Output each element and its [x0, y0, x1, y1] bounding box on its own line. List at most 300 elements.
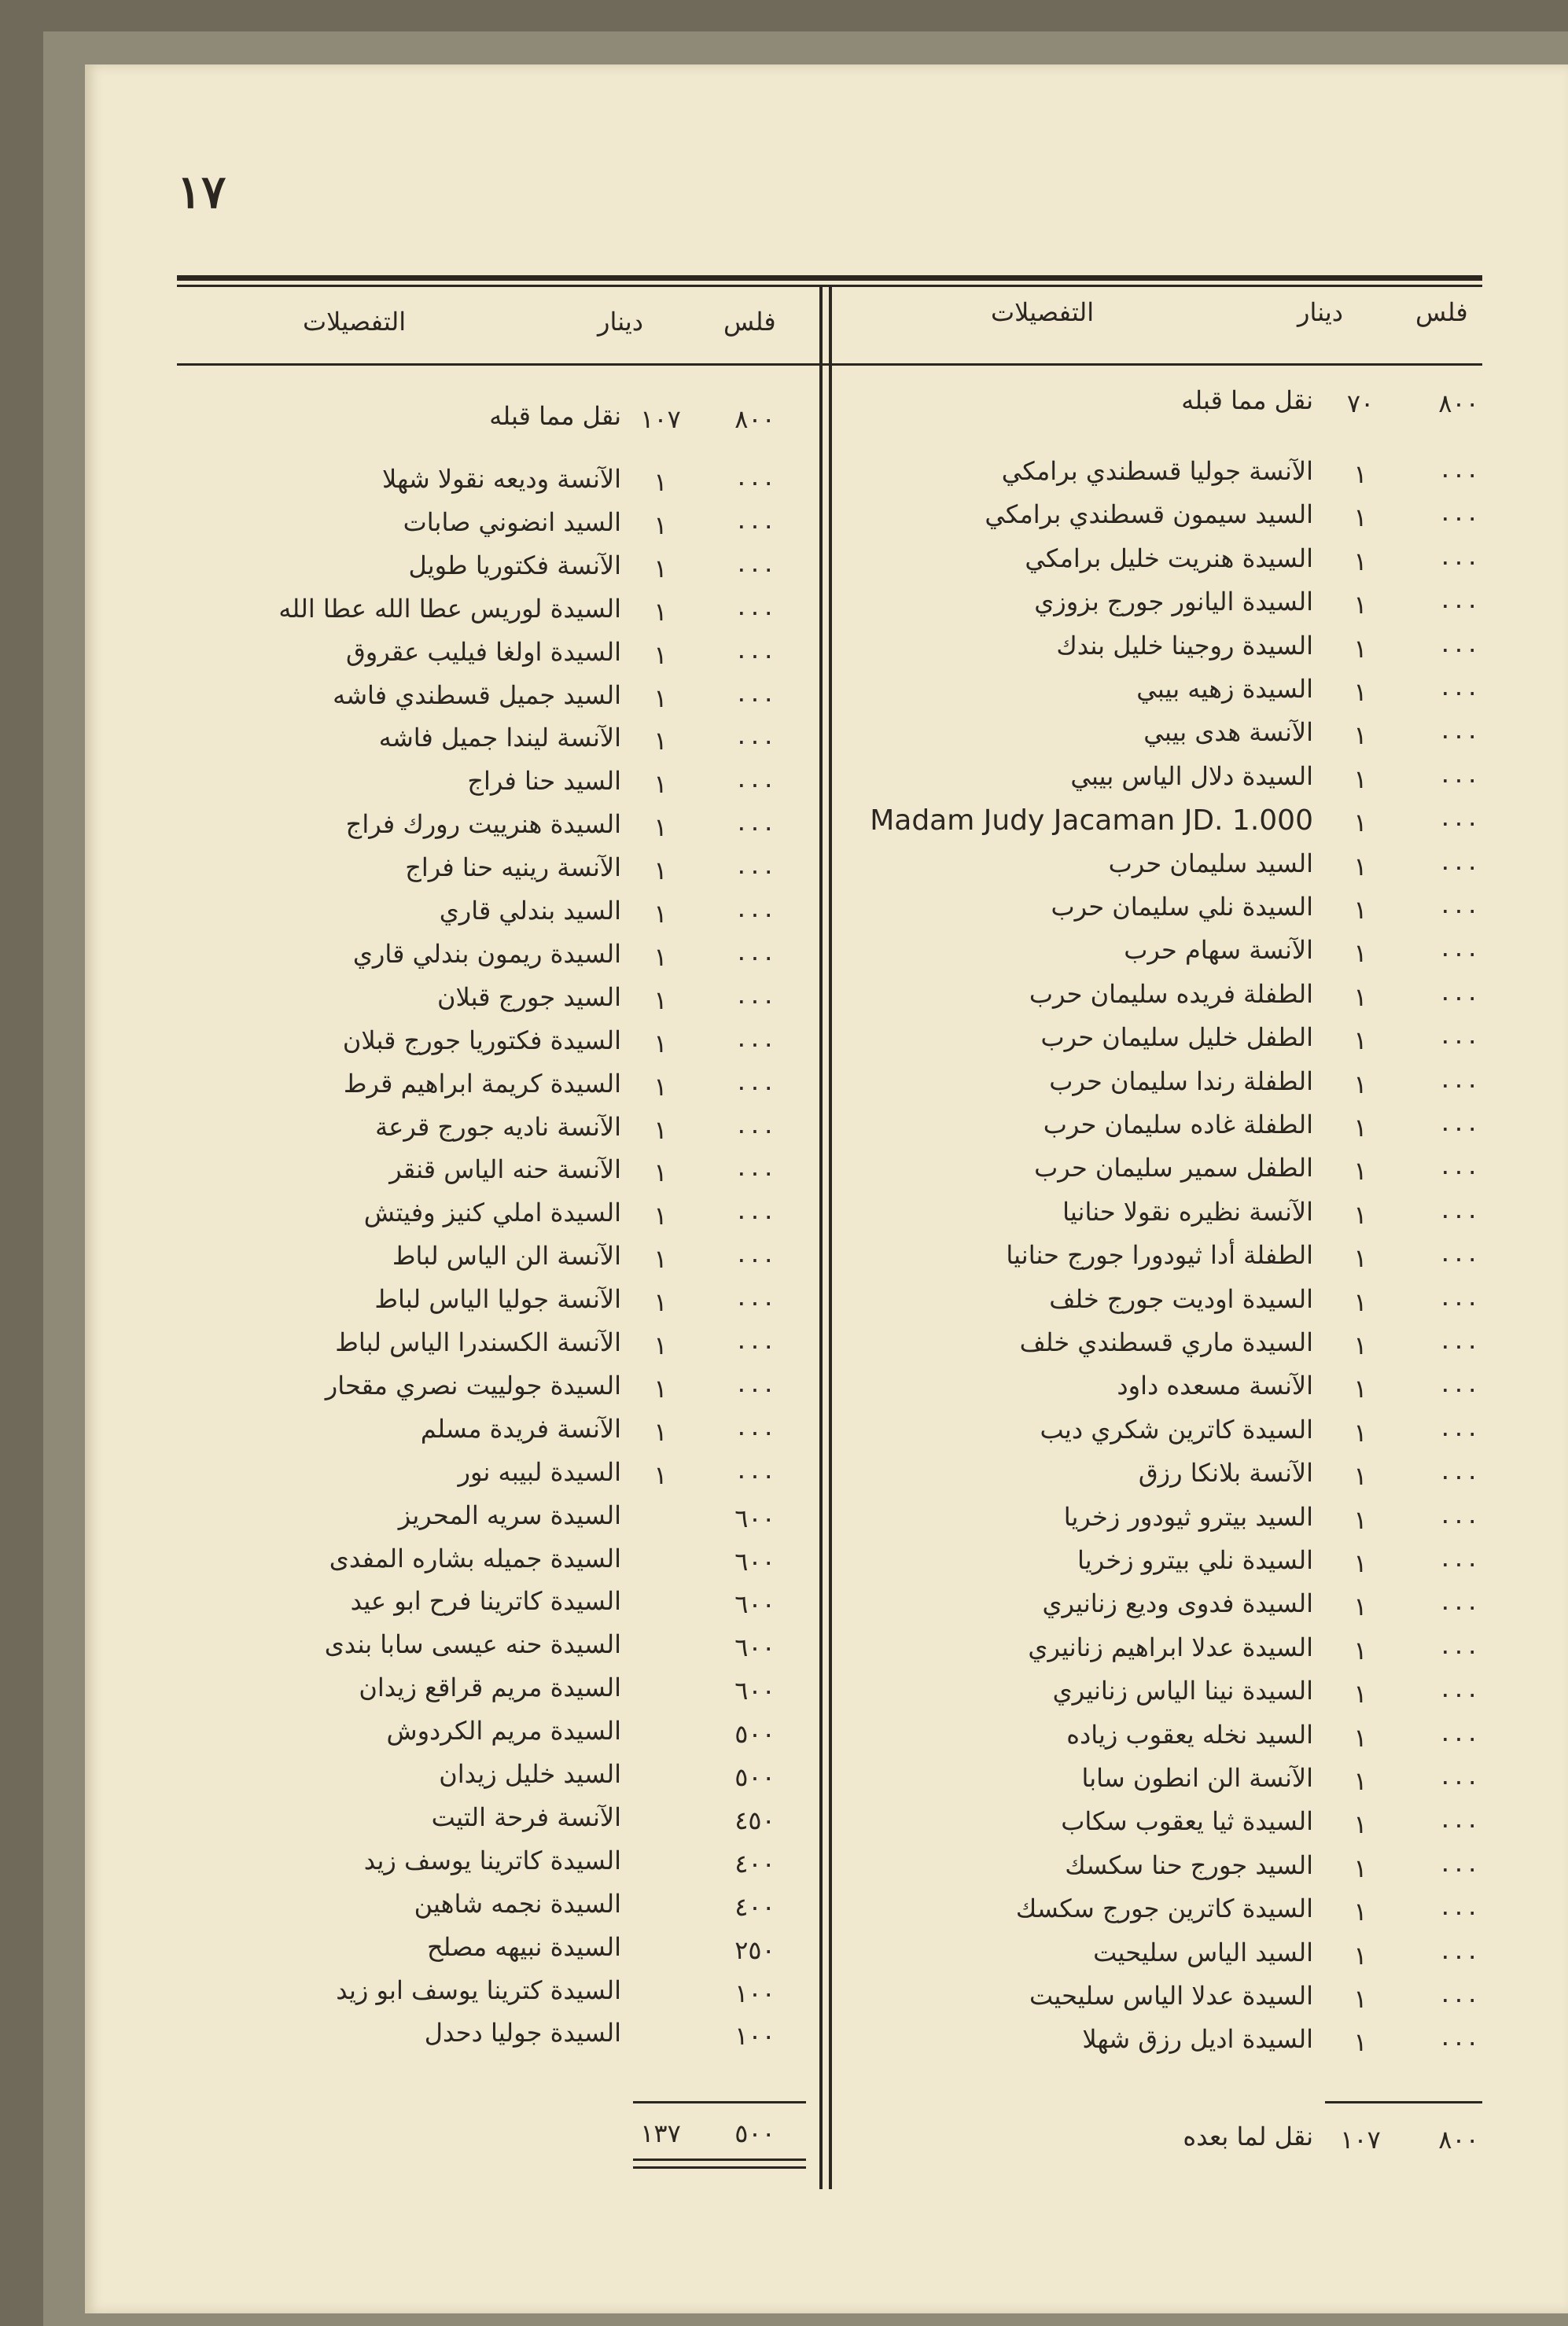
table-row — [177, 1457, 806, 1501]
dinar-value: ١ — [1353, 938, 1367, 969]
dinar-value: ١ — [653, 1201, 668, 1231]
donor-name: السيدة جميله بشاره المفدى — [329, 1543, 621, 1573]
dinar-value: ١ — [1353, 895, 1367, 925]
donor-name: السيدة مريم قراقع زيدان — [359, 1673, 621, 1703]
fils-value: ٦٠٠ — [734, 1676, 775, 1706]
table-row — [849, 674, 1494, 718]
donor-name: الآنسة ليندا جميل فاشه — [378, 723, 621, 753]
fils-value: ٠٠٠ — [734, 856, 775, 886]
table-row — [849, 1022, 1494, 1066]
header-details-left: التفصيلات — [303, 307, 407, 337]
table-row — [177, 1284, 806, 1328]
donor-name: السيدة كاترين شكري ديب — [1040, 1414, 1313, 1445]
fils-value: ٤٠٠ — [734, 1891, 775, 1922]
fils-value: ٥٠٠ — [734, 1762, 775, 1792]
donor-name: السيدة املي كنيز وفيتش — [363, 1198, 621, 1228]
fils-value: ٠٠٠ — [1438, 633, 1479, 664]
donor-name: السيد انضوني صابات — [403, 506, 621, 537]
dinar-value: ١ — [1353, 981, 1367, 1012]
donor-name: السيدة كاترينا فرح ابو عيد — [350, 1586, 621, 1617]
table-row — [177, 1716, 806, 1760]
donor-name: السيد نخله يعقوب زياده — [1066, 1719, 1313, 1750]
donor-name: السيدة هنريت خليل برامكي — [1025, 543, 1313, 573]
carried-out-row — [849, 2122, 1494, 2166]
fils-value: ٠٠٠ — [1438, 1940, 1479, 1971]
fils-value: ٥٠٠ — [734, 1719, 775, 1750]
table-row — [849, 1458, 1494, 1502]
fils-value: ٠٠٠ — [734, 467, 775, 497]
dinar-value: ١ — [1353, 459, 1367, 489]
table-row — [177, 1586, 806, 1630]
table-row — [177, 1327, 806, 1371]
donor-name: السيدة هنرييت رورك فراج — [345, 809, 621, 840]
donor-name: السيد حنا فراج — [467, 766, 621, 797]
fils-value: ٠٠٠ — [1438, 1069, 1479, 1099]
table-row — [849, 456, 1494, 500]
fils-value: ٠٠٠ — [1438, 502, 1479, 533]
donor-name: السيد جورج قبلان — [437, 981, 621, 1012]
fils-value: ٠٠٠ — [1438, 677, 1479, 707]
donor-name: السيدة اوديت جورج خلف — [1049, 1283, 1313, 1314]
dinar-value: ١ — [653, 1287, 668, 1318]
fils-value: ٠٠٠ — [1438, 1025, 1479, 1056]
dinar-value: ١ — [653, 1459, 668, 1490]
dinar-value: ١ — [1353, 1286, 1367, 1317]
donor-name: السيدة ماري قسطندي خلف — [1019, 1327, 1313, 1357]
left-total-double-rule — [633, 2159, 806, 2161]
fils-value: ٠٠٠ — [1438, 938, 1479, 969]
table-row — [177, 852, 806, 896]
fils-value: ٠٠٠ — [1438, 546, 1479, 576]
dinar-value: ١ — [1353, 502, 1367, 533]
dinar-value: ١ — [1353, 546, 1367, 576]
dinar-value: ١ — [653, 510, 668, 540]
dinar-value: ١ — [653, 856, 668, 886]
donor-name: السيدة نبيهه مصلح — [426, 1931, 621, 1962]
donor-name: الطفلة رندا سليمان حرب — [1049, 1065, 1313, 1096]
fils-value: ٠٠٠ — [1438, 1199, 1479, 1230]
donor-name: السيد سليمان حرب — [1108, 848, 1313, 878]
table-row — [849, 1806, 1494, 1850]
donor-name: السيدة كترينا يوسف ابو زيد — [336, 1975, 621, 2005]
dinar-value: ١ — [653, 1244, 668, 1275]
table-row — [849, 804, 1494, 848]
donor-name: الطفلة فريده سليمان حرب — [1029, 978, 1313, 1009]
dinar-value: ١ — [653, 1071, 668, 1102]
dinar-value: ١ — [653, 639, 668, 670]
table-row — [849, 1502, 1494, 1546]
table-row — [849, 1197, 1494, 1241]
table-row — [177, 507, 806, 551]
table-row — [177, 1889, 806, 1933]
table-row — [177, 550, 806, 594]
left-total-double-rule — [633, 2166, 806, 2169]
table-row — [177, 594, 806, 638]
fils-value: ٠٠٠ — [734, 1028, 775, 1058]
table-row — [849, 631, 1494, 675]
header-details-right: التفصيلات — [991, 297, 1095, 327]
table-row — [849, 499, 1494, 543]
table-row — [177, 982, 806, 1026]
header-fils-left: فلس — [723, 307, 776, 337]
fils-value: ٠٠٠ — [734, 726, 775, 756]
donor-name: الآنسة هدى بيبي — [1143, 717, 1313, 748]
dinar-value: ١ — [653, 1373, 668, 1404]
donor-name: الآنسة الن انطون سابا — [1081, 1763, 1313, 1793]
donor-name: السيدة نلي بيترو زخريا — [1077, 1545, 1313, 1575]
donor-name: السيد جميل قسطندي فاشه — [333, 679, 621, 710]
donor-name: السيدة دلال الياس بيبي — [1070, 760, 1313, 791]
fils-value: ٠٠٠ — [734, 1201, 775, 1231]
dinar-value: ١ — [653, 1157, 668, 1188]
dinar-value: ١ — [1353, 2027, 1367, 2058]
dinar-value: ١ — [653, 726, 668, 756]
dinar-value: ١ — [1353, 1199, 1367, 1230]
table-row — [849, 1327, 1494, 1371]
table-row — [177, 1544, 806, 1588]
dinar-value: ١ — [1353, 1025, 1367, 1056]
fils-value: ٠٠٠ — [1438, 1984, 1479, 2014]
dinar-value: ١ — [1353, 1548, 1367, 1578]
dinar-value: ١ — [653, 812, 668, 843]
donor-name: الآنسة جوليا قسطندي برامكي — [1001, 456, 1313, 486]
fils-value: ٠٠٠ — [1438, 1809, 1479, 1840]
table-row — [849, 1371, 1494, 1415]
fils-value: ٠٠٠ — [734, 1287, 775, 1318]
table-row — [177, 1198, 806, 1242]
table-row — [849, 1894, 1494, 1938]
table-row — [849, 1720, 1494, 1764]
table-row — [849, 1284, 1494, 1328]
dinar-value: ١ — [653, 683, 668, 713]
fils-value: ٠٠٠ — [1438, 808, 1479, 838]
fils-value: ٤٠٠ — [734, 1848, 775, 1879]
fils-value: ٠٠٠ — [1438, 720, 1479, 751]
table-row — [849, 1588, 1494, 1632]
table-row — [177, 1500, 806, 1544]
donor-name: الآنسة نظيره نقولا حنانيا — [1062, 1196, 1313, 1227]
total-row — [177, 2115, 806, 2159]
fils-value: ٠٠٠ — [1438, 2027, 1479, 2058]
table-row — [177, 1025, 806, 1069]
header-dinar-right: دينار — [1297, 297, 1344, 327]
table-row — [177, 1673, 806, 1717]
donor-name: السيدة اليانور جورج بزوزي — [1034, 587, 1313, 617]
fils-value: ٠٠٠ — [734, 1114, 775, 1145]
fils-value: ٠٠٠ — [734, 510, 775, 540]
fils-value: ٠٠٠ — [734, 596, 775, 627]
header-dinar-left: دينار — [598, 307, 644, 337]
fils-value: ٠٠٠ — [1438, 1504, 1479, 1535]
donor-name: السيدة عدلا الياس سليحيت — [1029, 1981, 1313, 2011]
table-row — [177, 1629, 806, 1673]
donor-name: السيدة فدوى وديع زنانيري — [1042, 1588, 1313, 1619]
fils-value: ٠٠٠ — [734, 1416, 775, 1447]
table-row — [849, 1632, 1494, 1676]
donor-name: Madam Judy Jacaman JD. 1.000 — [870, 804, 1313, 837]
fils-value: ٠٠٠ — [734, 1244, 775, 1275]
table-row — [849, 1981, 1494, 2025]
fils-value: ٠٠٠ — [734, 639, 775, 670]
dinar-value: ١ — [653, 1416, 668, 1447]
donor-name: السيدة اولغا فيليب عقروق — [345, 636, 621, 667]
fils-value: ٠٠٠ — [1438, 1374, 1479, 1404]
table-row — [849, 1066, 1494, 1110]
fils-value: ٠٠٠ — [734, 985, 775, 1015]
fils-value: ٠٠٠ — [1438, 1635, 1479, 1665]
header-fils-right: فلس — [1415, 297, 1468, 327]
dinar-value: ١ — [1353, 1722, 1367, 1753]
donor-name: السيدة لوريس عطا الله عطا الله — [278, 593, 621, 624]
donor-name: الآنسة حنه الياس قنقر — [389, 1154, 621, 1185]
dinar-value: ١٣٧ — [640, 2118, 681, 2148]
fils-value: ٨٠٠ — [734, 404, 775, 434]
fils-value: ٥٠٠ — [734, 2118, 775, 2148]
dinar-value: ١ — [1353, 1984, 1367, 2014]
fils-value: ٠٠٠ — [1438, 764, 1479, 794]
donor-name: السيد خليل زيدان — [439, 1759, 621, 1789]
fils-value: ٠٠٠ — [1438, 1417, 1479, 1448]
table-row — [849, 1763, 1494, 1807]
table-row — [849, 717, 1494, 761]
fils-value: ٠٠٠ — [1438, 981, 1479, 1012]
table-row — [177, 939, 806, 983]
donor-name: السيدة نجمه شاهين — [414, 1888, 621, 1919]
fils-value: ٦٠٠ — [734, 1546, 775, 1577]
donor-name: السيدة عدلا ابراهيم زنانيري — [1028, 1632, 1313, 1662]
page-number: ١٧ — [177, 165, 226, 219]
dinar-value: ١ — [1353, 1809, 1367, 1840]
donor-name: السيدة نينا الياس زنانيري — [1052, 1676, 1313, 1706]
donor-name: السيدة كاترين جورج سكسك — [1015, 1894, 1313, 1924]
fils-value: ٠٠٠ — [1438, 1766, 1479, 1796]
dinar-value: ١ — [1353, 764, 1367, 794]
donor-name: السيدة نلي سليمان حرب — [1051, 892, 1313, 922]
fils-value: ٠٠٠ — [1438, 1461, 1479, 1492]
donor-name: السيد جورج حنا سكسك — [1065, 1849, 1313, 1880]
table-row — [177, 1975, 806, 2019]
fils-value: ٠٠٠ — [734, 1071, 775, 1102]
donor-name: الآنسة مسعده داود — [1117, 1371, 1313, 1401]
dinar-value: ١ — [1353, 851, 1367, 881]
carry-label: نقل مما قبله — [489, 401, 621, 431]
dinar-value: ١ — [1353, 1156, 1367, 1187]
fils-value: ٨٠٠ — [1438, 388, 1479, 418]
dinar-value: ١ — [653, 467, 668, 497]
dinar-value: ١ — [653, 769, 668, 800]
dinar-value: ١ — [1353, 1504, 1367, 1535]
carried-in-row — [849, 385, 1494, 429]
dinar-value: ١ — [653, 596, 668, 627]
carry-label: نقل لما بعده — [1183, 2122, 1313, 2151]
dinar-value: ١ — [1353, 677, 1367, 707]
donor-name: السيدة لبيبه نور — [458, 1456, 621, 1487]
header-top-rule — [177, 275, 1482, 281]
fils-value: ٠٠٠ — [734, 1373, 775, 1404]
dinar-value: ١ — [1353, 1330, 1367, 1360]
dinar-value: ١ — [1353, 1635, 1367, 1665]
dinar-value: ١ — [653, 1028, 668, 1058]
donor-name: السيدة مريم الكردوش — [386, 1716, 621, 1746]
fils-value: ٠٠٠ — [734, 683, 775, 713]
table-row — [849, 1545, 1494, 1589]
dinar-value: ٧٠ — [1346, 388, 1375, 418]
dinar-value: ١ — [653, 553, 668, 583]
table-row — [177, 896, 806, 940]
table-row — [177, 1414, 806, 1458]
donor-name: الآنسة بلانكا رزق — [1138, 1458, 1313, 1489]
table-row — [849, 1415, 1494, 1459]
table-row — [177, 809, 806, 853]
fils-value: ١٠٠ — [734, 1978, 775, 2008]
donor-name: السيدة اديل رزق شهلا — [1082, 2024, 1313, 2055]
fils-value: ٤٥٠ — [734, 1805, 775, 1835]
fils-value: ٨٠٠ — [1438, 2125, 1479, 2155]
right-total-rule — [1325, 2101, 1482, 2103]
dinar-value: ١ — [1353, 1853, 1367, 1883]
donor-name: السيدة جوليا دحدل — [424, 2018, 621, 2048]
fils-value: ٠٠٠ — [1438, 1243, 1479, 1274]
fils-value: ١٠٠ — [734, 2021, 775, 2052]
donor-name: السيدة فكتوريا جورج قبلان — [342, 1025, 621, 1055]
dinar-value: ١٠٧ — [640, 404, 681, 434]
fils-value: ٠٠٠ — [1438, 1286, 1479, 1317]
table-row — [849, 1850, 1494, 1894]
left-total-rule — [633, 2101, 806, 2103]
table-row — [849, 1153, 1494, 1197]
column-divider — [829, 285, 832, 2189]
donor-name: السيد بندلي قاري — [439, 896, 621, 926]
donor-name: السيد سيمون قسطندي برامكي — [985, 499, 1313, 530]
fils-value: ٠٠٠ — [1438, 1330, 1479, 1360]
fils-value: ٠٠٠ — [1438, 895, 1479, 925]
donor-name: السيدة حنه عيسى سابا بندى — [324, 1629, 621, 1660]
donor-name: السيدة كريمة ابراهيم قرط — [343, 1068, 621, 1099]
donor-name: السيدة ريمون بندلي قاري — [352, 938, 621, 969]
fils-value: ٠٠٠ — [1438, 459, 1479, 489]
fils-value: ٠٠٠ — [1438, 1853, 1479, 1883]
donor-name: الآنسة ناديه جورج قرعة — [375, 1111, 621, 1142]
donor-name: الآنسة فريدة مسلم — [420, 1413, 621, 1444]
table-row — [177, 1932, 806, 1976]
dinar-value: ١ — [1353, 1679, 1367, 1710]
dinar-value: ١٠٧ — [1340, 2125, 1381, 2155]
table-row — [177, 2018, 806, 2062]
fils-value: ٠٠٠ — [1438, 1679, 1479, 1710]
fils-value: ٠٠٠ — [734, 812, 775, 843]
donor-name: الآنسة فرحة التيت — [431, 1802, 621, 1832]
table-row — [177, 723, 806, 767]
dinar-value: ١ — [653, 941, 668, 972]
donor-name: الآنسة رينيه حنا فراج — [405, 852, 621, 883]
table-row — [849, 1110, 1494, 1154]
dinar-value: ١ — [1353, 1113, 1367, 1143]
table-row — [849, 1676, 1494, 1720]
table-row — [177, 680, 806, 724]
dinar-value: ١ — [653, 985, 668, 1015]
fils-value: ٠٠٠ — [734, 899, 775, 929]
table-row — [177, 1759, 806, 1803]
table-row — [849, 761, 1494, 805]
table-row — [177, 1371, 806, 1415]
donor-name: الآنسة جوليا الياس لباط — [374, 1284, 621, 1315]
fils-value: ٢٥٠ — [734, 1934, 775, 1965]
dinar-value: ١ — [1353, 633, 1367, 664]
dinar-value: ١ — [1353, 1897, 1367, 1927]
table-row — [177, 1241, 806, 1285]
dinar-value: ١ — [653, 899, 668, 929]
table-row — [849, 935, 1494, 979]
dinar-value: ١ — [1353, 590, 1367, 620]
donor-name: الطفلة أدا ثيودورا جورج حنانيا — [1006, 1240, 1313, 1271]
dinar-value: ١ — [1353, 808, 1367, 838]
fils-value: ٠٠٠ — [1438, 1548, 1479, 1578]
dinar-value: ١ — [653, 1330, 668, 1360]
fils-value: ٠٠٠ — [1438, 1592, 1479, 1622]
donor-name: الطفل خليل سليمان حرب — [1040, 1022, 1313, 1053]
dinar-value: ١ — [1353, 1069, 1367, 1099]
table-row — [849, 979, 1494, 1023]
fils-value: ٦٠٠ — [734, 1632, 775, 1663]
dinar-value: ١ — [1353, 1940, 1367, 1971]
donor-name: الآنسة الكسندرا الياس لباط — [335, 1327, 621, 1357]
dinar-value: ١ — [1353, 1417, 1367, 1448]
donor-name: الآنسة الن الياس لباط — [392, 1241, 621, 1272]
table-row — [849, 587, 1494, 631]
donor-name: السيدة سريه المحريز — [398, 1500, 621, 1530]
donor-name: السيدة ثيا يعقوب سكاب — [1061, 1806, 1313, 1837]
fils-value: ٦٠٠ — [734, 1503, 775, 1533]
donor-name: السيدة زهيه بيبي — [1136, 674, 1313, 704]
fils-value: ٠٠٠ — [1438, 1897, 1479, 1927]
column-divider — [819, 285, 823, 2189]
table-row — [177, 1069, 806, 1113]
fils-value: ٠٠٠ — [1438, 1113, 1479, 1143]
donor-name: الطفلة غاده سليمان حرب — [1043, 1110, 1313, 1139]
dinar-value: ١ — [1353, 720, 1367, 751]
fils-value: ٠٠٠ — [1438, 1722, 1479, 1753]
donor-name: الآنسة فكتوريا طويل — [408, 550, 621, 580]
table-row — [177, 766, 806, 810]
table-row — [177, 1154, 806, 1198]
table-row — [177, 637, 806, 681]
table-row — [849, 543, 1494, 587]
table-row — [849, 1240, 1494, 1284]
fils-value: ٠٠٠ — [734, 553, 775, 583]
dinar-value: ١ — [1353, 1243, 1367, 1274]
donor-name: السيدة روجينا خليل بندك — [1056, 630, 1313, 661]
donor-name: السيدة جولييت نصري مقحار — [325, 1370, 621, 1400]
fils-value: ٠٠٠ — [1438, 851, 1479, 881]
table-row — [849, 892, 1494, 936]
table-row — [177, 1802, 806, 1846]
donor-name: الطفل سمير سليمان حرب — [1034, 1153, 1313, 1183]
carried-in-row — [177, 401, 806, 445]
fils-value: ٠٠٠ — [1438, 1156, 1479, 1187]
table-row — [849, 848, 1494, 892]
fils-value: ٠٠٠ — [734, 941, 775, 972]
fils-value: ٠٠٠ — [734, 1459, 775, 1490]
fils-value: ٠٠٠ — [1438, 590, 1479, 620]
dinar-value: ١ — [1353, 1461, 1367, 1492]
table-row — [177, 1112, 806, 1156]
fils-value: ٠٠٠ — [734, 1330, 775, 1360]
dinar-value: ١ — [1353, 1766, 1367, 1796]
table-row — [177, 1846, 806, 1890]
dinar-value: ١ — [653, 1114, 668, 1145]
fils-value: ٠٠٠ — [734, 1157, 775, 1188]
fils-value: ٦٠٠ — [734, 1589, 775, 1620]
